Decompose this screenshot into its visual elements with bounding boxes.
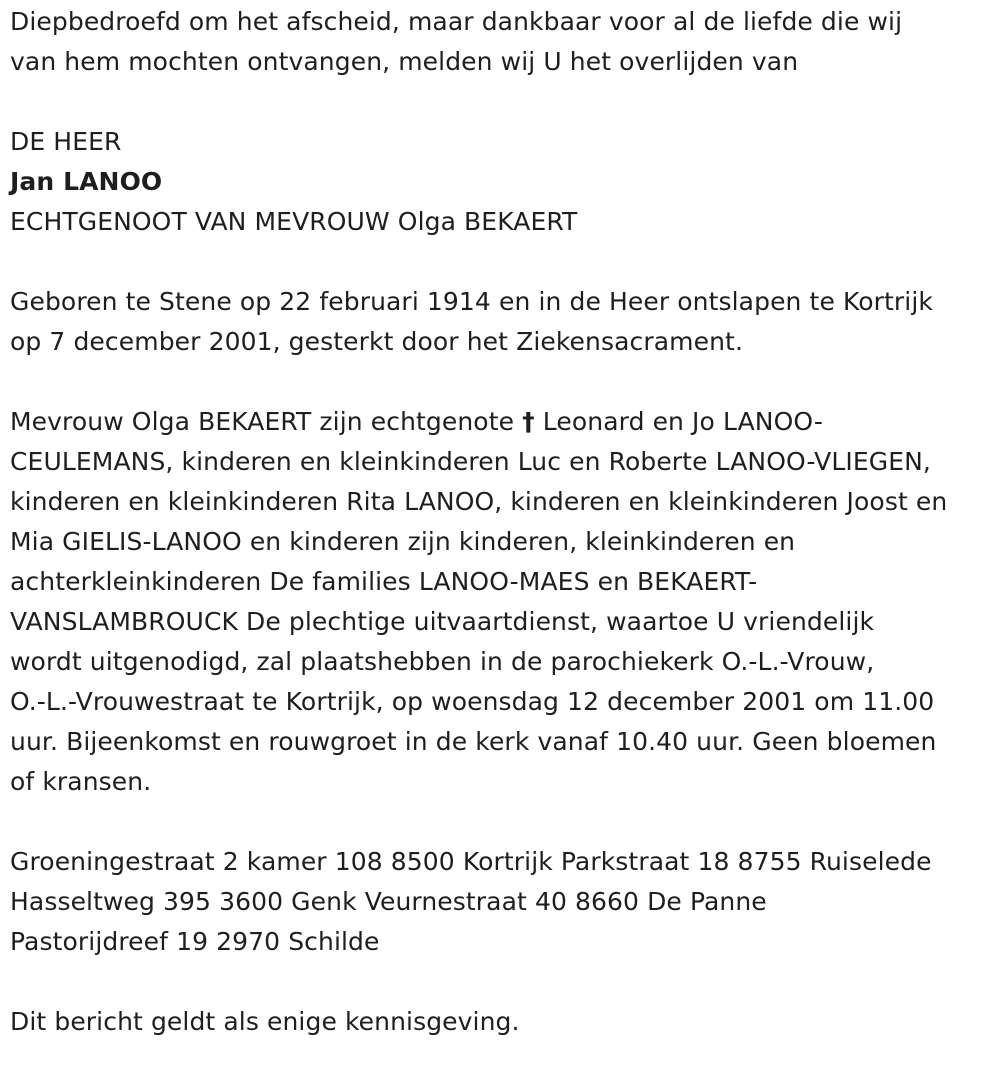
family-line: VANSLAMBROUCK De plechtige uitvaartdienst, waartoe U vriendelijk bbox=[10, 607, 875, 636]
family-line: uur. Bijeenkomst en rouwgroet in de kerk vanaf 10.40 uur. Geen bloemen bbox=[10, 727, 937, 756]
addresses-paragraph bbox=[10, 842, 995, 962]
family-text: Mevrouw Olga BEKAERT zijn echtgenote bbox=[10, 407, 523, 436]
family-line: O.-L.-Vrouwestraat te Kortrijk, op woensdag 12 december 2001 om 11.00 bbox=[10, 687, 935, 716]
intro-line: van hem mochten ontvangen, melden wij U het overlijden van bbox=[10, 47, 799, 76]
family-text: Leonard en Jo LANOO- bbox=[534, 407, 823, 436]
family-paragraph bbox=[10, 402, 995, 802]
deceased-name: Jan LANOO bbox=[10, 167, 163, 196]
intro-line: Diepbedroefd om het afscheid, maar dankbaar voor al de liefde die wij bbox=[10, 7, 903, 36]
family-line: of kransen. bbox=[10, 767, 152, 796]
deceased-title: DE HEER bbox=[10, 127, 122, 156]
deceased-spouse: ECHTGENOOT VAN MEVROUW Olga BEKAERT bbox=[10, 207, 578, 236]
deceased-block bbox=[10, 122, 995, 242]
family-line: achterkleinkinderen De families LANOO-MAES en BEKAERT- bbox=[10, 567, 758, 596]
family-line: wordt uitgenodigd, zal plaatshebben in de parochiekerk O.-L.-Vrouw, bbox=[10, 647, 875, 676]
paragraph-gap bbox=[10, 802, 995, 842]
closing-paragraph bbox=[10, 1002, 995, 1042]
family-line: Mia GIELIS-LANOO en kinderen zijn kinderen, kleinkinderen en bbox=[10, 527, 796, 556]
family-line: kinderen en kleinkinderen Rita LANOO, kinderen en kleinkinderen Joost en bbox=[10, 487, 948, 516]
paragraph-gap bbox=[10, 82, 995, 122]
address-line: Hasseltweg 395 3600 Genk Veurnestraat 40 8660 De Panne bbox=[10, 887, 767, 916]
paragraph-gap bbox=[10, 962, 995, 1002]
cross-icon: † bbox=[522, 407, 535, 436]
address-line: Groeningestraat 2 kamer 108 8500 Kortrijk Parkstraat 18 8755 Ruiselede bbox=[10, 847, 932, 876]
family-line: CEULEMANS, kinderen en kleinkinderen Luc en Roberte LANOO-VLIEGEN, bbox=[10, 447, 931, 476]
birth-line: op 7 december 2001, gesterkt door het Ziekensacrament. bbox=[10, 327, 743, 356]
obituary-notice bbox=[10, 2, 995, 1042]
paragraph-gap bbox=[10, 362, 995, 402]
paragraph-gap bbox=[10, 242, 995, 282]
closing-line: Dit bericht geldt als enige kennisgeving. bbox=[10, 1007, 520, 1036]
birth-line: Geboren te Stene op 22 februari 1914 en in de Heer ontslapen te Kortrijk bbox=[10, 287, 933, 316]
family-line bbox=[10, 402, 995, 442]
address-line: Pastorijdreef 19 2970 Schilde bbox=[10, 927, 380, 956]
birth-paragraph bbox=[10, 282, 995, 362]
intro-paragraph bbox=[10, 2, 995, 82]
